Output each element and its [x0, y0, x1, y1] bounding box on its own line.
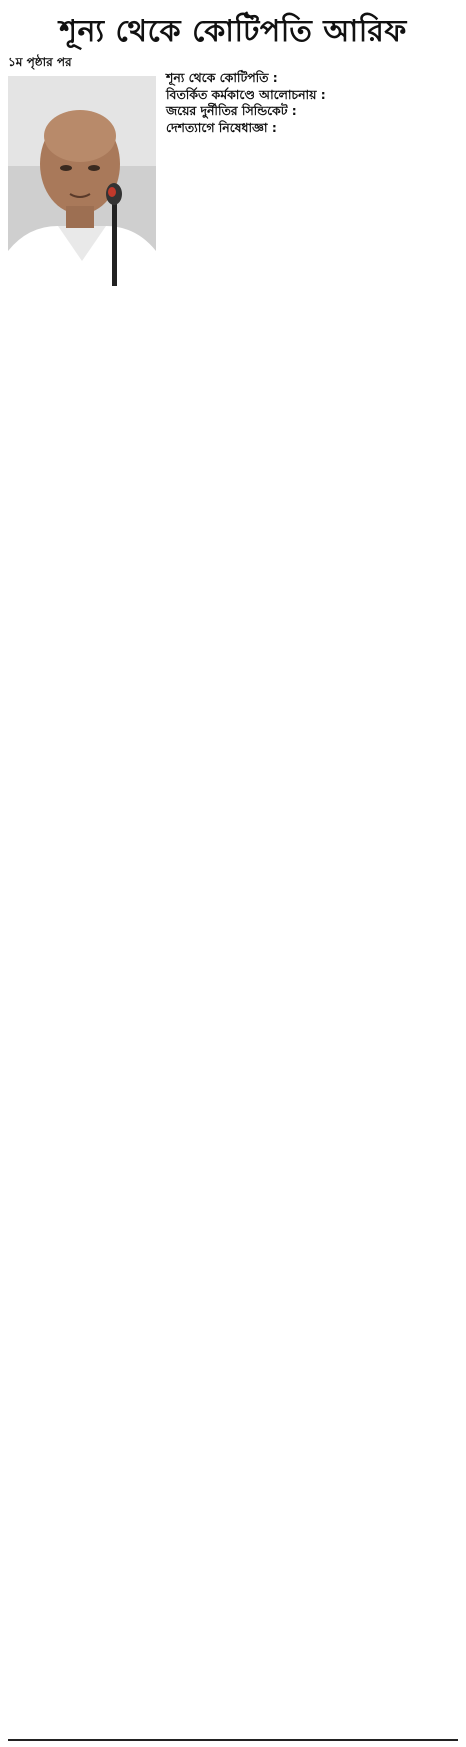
section-4-subhead: জয়ের দুর্নীতির সিন্ডিকেট :	[166, 103, 297, 119]
bottom-divider	[8, 1739, 458, 1741]
continued-from-page-1: ১ম পৃষ্ঠার পর	[8, 55, 72, 69]
article-body	[8, 70, 458, 136]
section-2-subhead: শূন্য থেকে কোটিপতি :	[166, 70, 278, 85]
headline: শূন্য থেকে কোটিপতি আরিফ	[59, 14, 407, 49]
section-3-subhead: বিতর্কিত কর্মকাণ্ডে আলোচনায় :	[166, 86, 326, 102]
portrait-photo	[8, 76, 156, 286]
section-8-subhead: দেশত্যাগে নিষেধাজ্ঞা :	[166, 119, 277, 135]
portrait-illustration	[8, 76, 156, 286]
